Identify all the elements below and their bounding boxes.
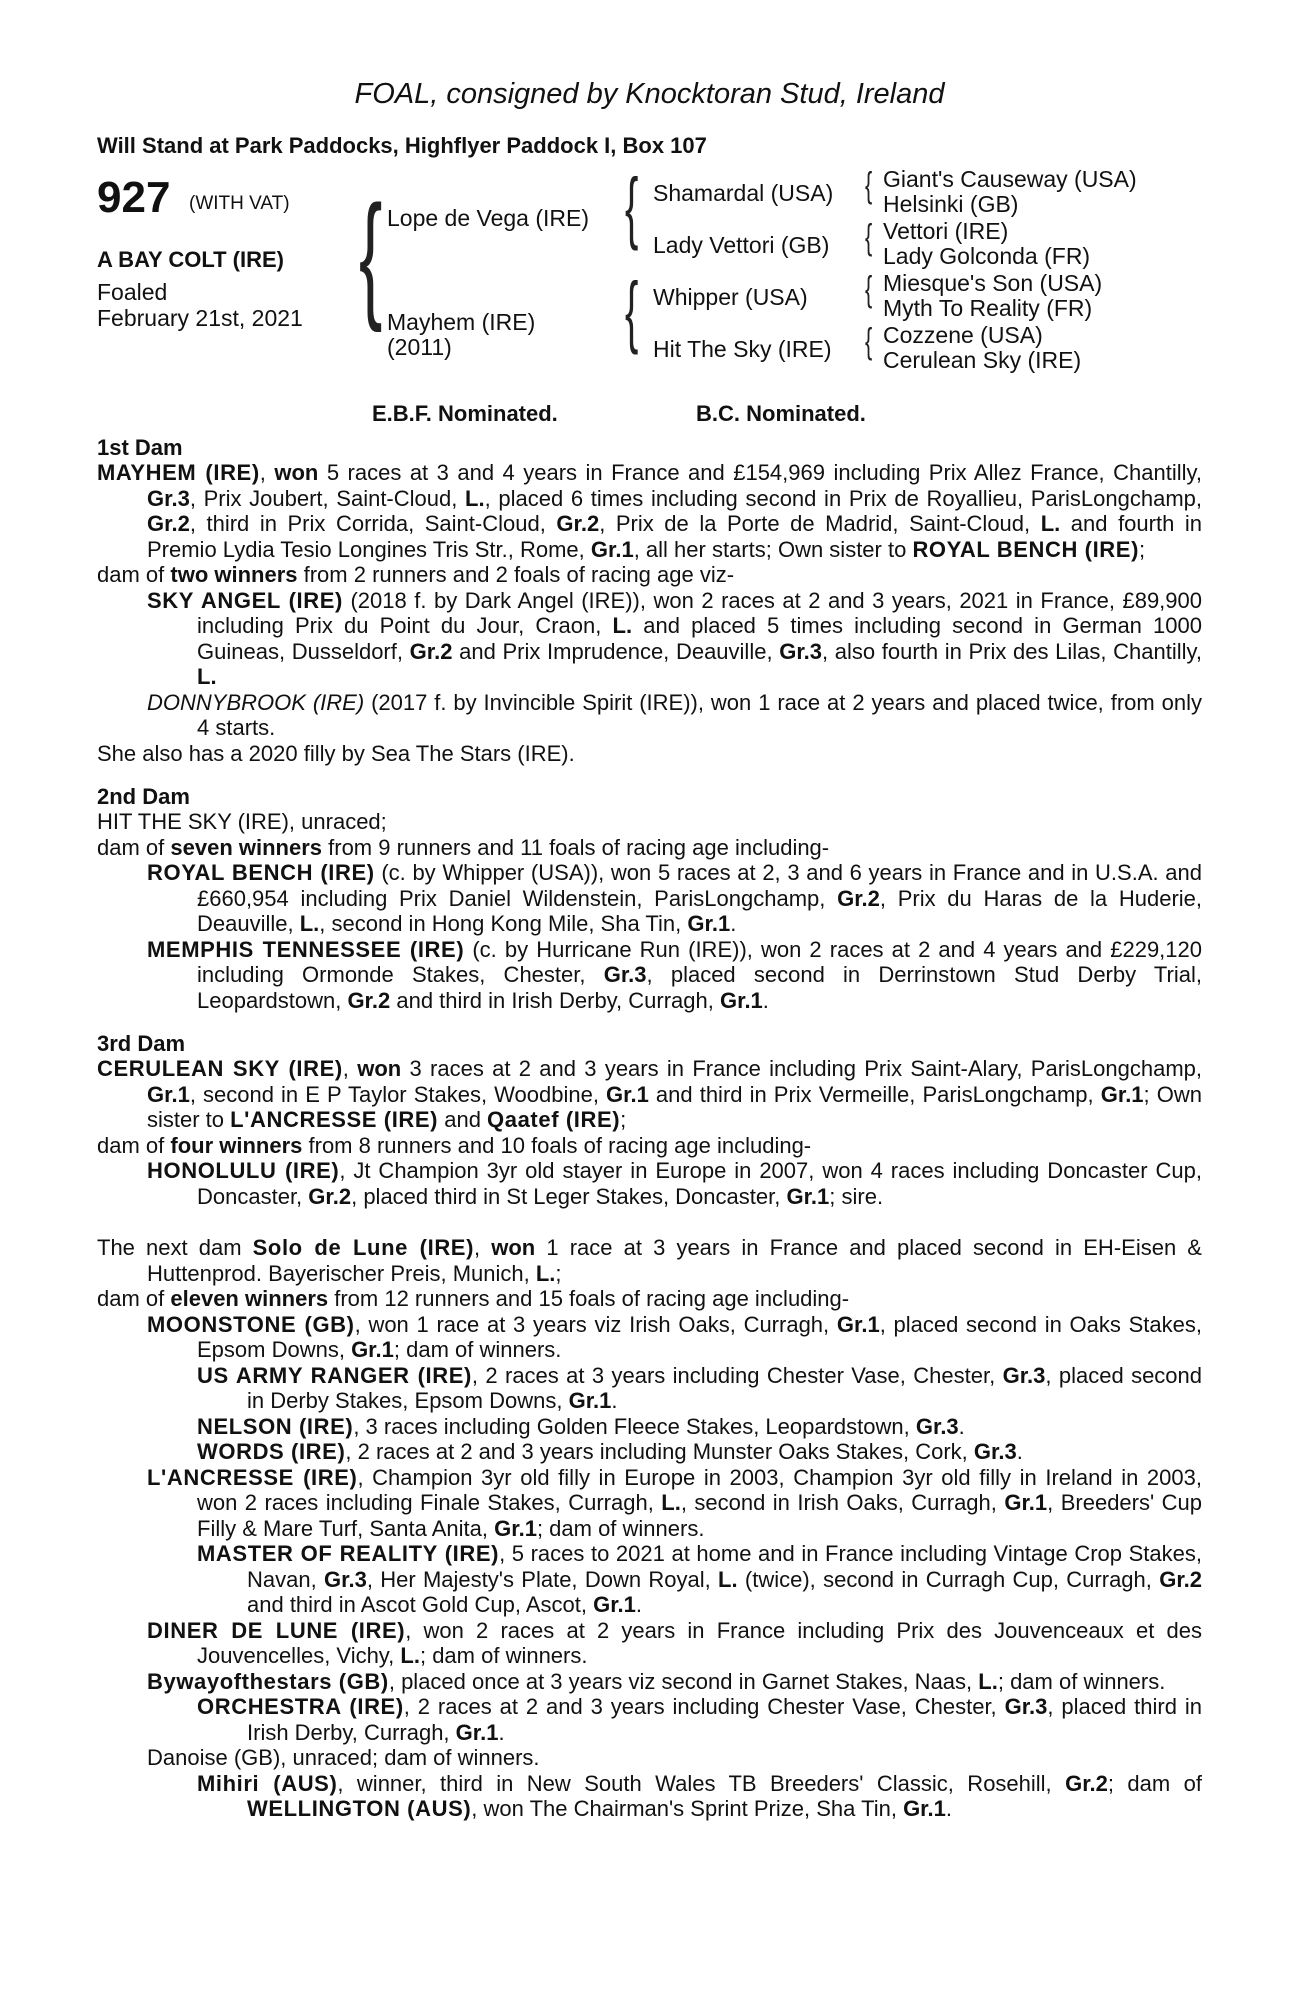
fourth-dam-record: The next dam Solo de Lune (IRE), won 1 race at 3 years in France and placed second in EH-Eisen & Huttenprod. Bayerischer Preis, Munich, L.; <box>97 1235 1202 1286</box>
lot-number: 927 <box>97 173 171 222</box>
gg-sss: Giant's Causeway (USA) <box>883 166 1137 192</box>
dam-name: MAYHEM (IRE) <box>97 460 260 485</box>
sire-dam: Lady Vettori (GB) <box>653 232 830 258</box>
produce-donnybrook: DONNYBROOK (IRE) (2017 f. by Invincible Spirit (IRE)), won 1 race at 2 years and placed twice, from only 4 starts. <box>147 689 1202 740</box>
brace-ss: { <box>865 164 873 205</box>
gg-dss: Miesque's Son (USA) <box>883 270 1103 296</box>
foaled-date: February 21st, 2021 <box>97 305 303 331</box>
consignor-line: FOAL, consigned by Knocktoran Stud, Ireland <box>354 78 945 110</box>
foaled-label: Foaled <box>97 279 168 305</box>
dam: Mayhem (IRE) <box>387 309 536 335</box>
produce-memphis-tennessee: MEMPHIS TENNESSEE (IRE) (c. by Hurricane Run (IRE)), won 2 races at 2 and 4 years and £229,120 including Ormonde Stakes, Chester, Gr.3, placed second in Derrinstown Stud Derby Trial, Leopardstown, Gr.2 and third in Irish Derby, Curragh, Gr.1. <box>147 936 1203 1013</box>
produce-lancresse: L'ANCRESSE (IRE), Champion 3yr old filly in Europe in 2003, Champion 3yr old filly in Ireland in 2003, won 2 races including Finale Stakes, Curragh, L., second in Irish Oaks, Curragh, Gr.1, Breeders' Cup Filly & Mare Turf, Santa Anita, Gr.1; dam of winners. <box>147 1464 1202 1541</box>
third-dam-section <box>97 1031 1202 1209</box>
produce-diner-de-lune: DINER DE LUNE (IRE), won 2 races at 2 years in France including Prix des Jouvenceaux et des Jouvencelles, Vichy, L.; dam of winners. <box>147 1617 1202 1668</box>
third-dam-produce-summary: dam of four winners from 8 runners and 10 foals of racing age including- <box>97 1132 812 1158</box>
fourth-dam-produce-summary: dam of eleven winners from 12 runners and 15 foals of racing age including- <box>97 1286 850 1311</box>
second-dam-record: HIT THE SKY (IRE), unraced; <box>97 809 387 834</box>
fourth-dam-section <box>97 1235 1202 1822</box>
dam-dam: Hit The Sky (IRE) <box>653 336 832 362</box>
produce-royal-bench: ROYAL BENCH (IRE) (c. by Whipper (USA)), won 5 races at 2, 3 and 6 years in France and in U.S.A. and £660,954 including Prix Daniel Wildenstein, ParisLongchamp, Gr.2, Prix du Haras de la Huderie, Deauville, L., second in Hong Kong Mile, Sha Tin, Gr.1. <box>147 860 1202 936</box>
gg-ddd: Cerulean Sky (IRE) <box>883 347 1082 373</box>
gg-dds: Cozzene (USA) <box>883 322 1043 348</box>
vat-note: (WITH VAT) <box>189 193 290 214</box>
produce-nelson: NELSON (IRE), 3 races including Golden Fleece Stakes, Leopardstown, Gr.3. <box>197 1413 965 1439</box>
third-dam-record: CERULEAN SKY (IRE), won 3 races at 2 and 3 years in France including Prix Saint-Alary, ParisLongchamp, Gr.1, second in E P Taylor Stakes, Woodbine, Gr.1 and third in Prix Vermeille, ParisLongchamp, Gr.1; Own sister to L'ANCRESSE (IRE) and Qaatef (IRE); <box>97 1056 1202 1132</box>
produce-sky-angel: SKY ANGEL (IRE) (2018 f. by Dark Angel (IRE)), won 2 races at 2 and 3 years, 2021 in France, £89,900 including Prix du Point du Jour, Craon, L. and placed 5 times including second in German 1000 Guineas, Dusseldorf, Gr.2 and Prix Imprudence, Deauville, Gr.3, also fourth in Prix des Lilas, Chantilly, L. <box>147 587 1202 689</box>
second-dam-section <box>97 784 1202 1013</box>
produce-orchestra: ORCHESTRA (IRE), 2 races at 2 and 3 years including Chester Vase, Chester, Gr.3, placed third in Irish Derby, Curragh, Gr.1. <box>197 1694 1202 1745</box>
gg-sdd: Lady Golconda (FR) <box>883 243 1091 269</box>
produce-us-army-ranger: US ARMY RANGER (IRE), 2 races at 3 years including Chester Vase, Chester, Gr.3, placed second in Derby Stakes, Epsom Downs, Gr.1. <box>197 1362 1203 1413</box>
sire-brace: { <box>625 162 639 251</box>
produce-words: WORDS (IRE), 2 races at 2 and 3 years including Munster Oaks Stakes, Cork, Gr.3. <box>197 1439 1023 1464</box>
pedigree-table <box>97 162 1202 426</box>
main-brace: { <box>359 176 383 333</box>
produce-mihiri: Mihiri (AUS), winner, third in New South Wales TB Breeders' Classic, Rosehill, Gr.2; dam of WELLINGTON (AUS), won The Chairman's Sprint Prize, Sha Tin, Gr.1. <box>197 1770 1202 1821</box>
sire: Lope de Vega (IRE) <box>387 205 590 231</box>
first-dam-section <box>97 435 1202 766</box>
dam-brace: { <box>625 266 639 355</box>
first-dam-heading: 1st Dam <box>97 435 183 460</box>
produce-bywayofthestars: Bywayofthestars (GB), placed once at 3 years viz second in Garnet Stakes, Naas, L.; dam of winners. <box>147 1668 1166 1694</box>
produce-master-of-reality: MASTER OF REALITY (IRE), 5 races to 2021 at home and in France including Vintage Crop Stakes, Navan, Gr.3, Her Majesty's Plate, Down Royal, L. (twice), second in Curragh Cup, Curragh, Gr.2 and third in Ascot Gold Cup, Ascot, Gr.1. <box>197 1541 1203 1617</box>
bc-nominated: B.C. Nominated. <box>696 401 866 426</box>
dam-year: (2011) <box>387 334 452 360</box>
first-dam-produce-summary: dam of two winners from 2 runners and 2 foals of racing age viz- <box>97 562 735 587</box>
brace-dd: { <box>865 320 873 361</box>
foaled-info <box>97 279 303 331</box>
second-dam-heading: 2nd Dam <box>97 784 190 809</box>
second-dam-produce-summary: dam of seven winners from 9 runners and 11 foals of racing age including- <box>97 834 830 860</box>
dam-sire: Whipper (USA) <box>653 284 808 310</box>
ebf-nominated: E.B.F. Nominated. <box>372 401 558 426</box>
third-dam-heading: 3rd Dam <box>97 1031 186 1056</box>
first-dam-record: MAYHEM (IRE), won 5 races at 3 and 4 years in France and £154,969 including Prix Allez France, Chantilly, Gr.3, Prix Joubert, Saint-Cloud, L., placed 6 times including second in Prix de Royallieu, ParisLongchamp, Gr.2, third in Prix Corrida, Saint-Cloud, Gr.2, Prix de la Porte de Madrid, Saint-Cloud, L. and fourth in Premio Lydia Tesio Longines Tris Str., Rome, Gr.1, all her starts; Own sister to ROYAL BENCH (IRE); <box>97 460 1202 562</box>
produce-danoise: Danoise (GB), unraced; dam of winners. <box>147 1745 540 1770</box>
first-dam-also: She also has a 2020 filly by Sea The Stars (IRE). <box>97 740 575 766</box>
horse-description: A BAY COLT (IRE) <box>97 247 285 272</box>
gg-dsd: Myth To Reality (FR) <box>883 295 1093 321</box>
sire-sire: Shamardal (USA) <box>653 180 834 206</box>
stand-location: Will Stand at Park Paddocks, Highflyer Paddock I, Box 107 <box>97 133 707 158</box>
gg-ssd: Helsinki (GB) <box>883 191 1019 217</box>
produce-honolulu: HONOLULU (IRE), Jt Champion 3yr old stayer in Europe in 2007, won 4 races including Doncaster Cup, Doncaster, Gr.2, placed third in St Leger Stakes, Doncaster, Gr.1; sire. <box>147 1158 1202 1209</box>
produce-moonstone: MOONSTONE (GB), won 1 race at 3 years viz Irish Oaks, Curragh, Gr.1, placed second in Oaks Stakes, Epsom Downs, Gr.1; dam of winners. <box>147 1311 1202 1362</box>
brace-ds: { <box>865 268 873 309</box>
gg-sds: Vettori (IRE) <box>883 218 1009 244</box>
brace-sd: { <box>865 216 873 257</box>
catalogue-page <box>97 78 1202 1822</box>
